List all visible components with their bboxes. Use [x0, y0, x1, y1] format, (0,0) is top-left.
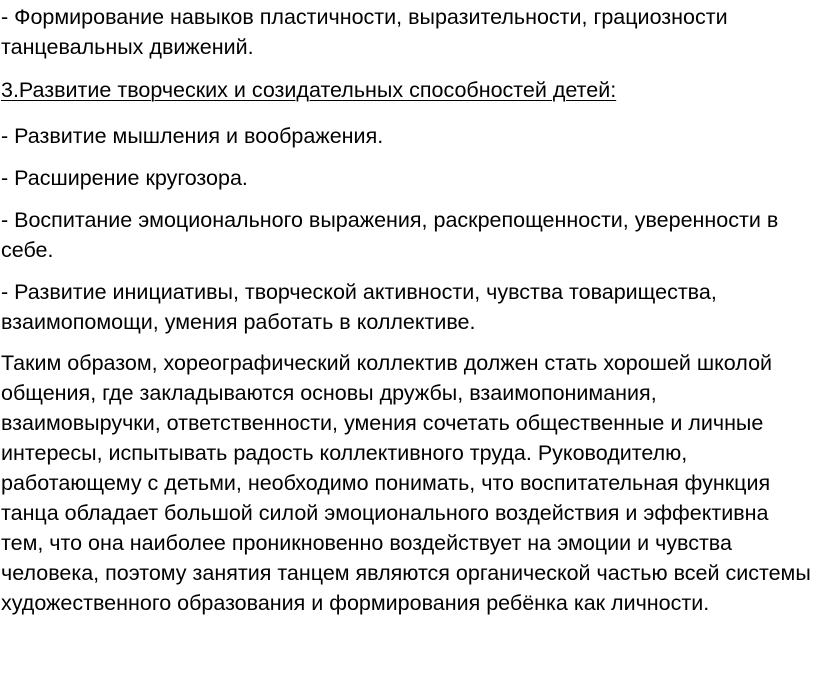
summary-paragraph: Таким образом, хореографический коллектив должен стать хорошей школой общения, где закладываются основы дружбы, взаимопонимания, взаимовыручки, ответственности, умения сочетать общественные и личные интересы, испытывать радость коллективного труда. Руководителю, работающему с детьми, необходимо понимать, что воспитательная функция танца обладает большой силой эмоционального воздействия и эффективна тем, что она наиболее проникновенно воздействует на эмоции и чувства человека, поэтому занятия танцем являются органической частью всей системы художественного образования и формирования ребёнка как личности.: [1, 351, 811, 615]
paragraph-plasticity-skills: - Формирование навыков пластичности, выразительности, грациозности танцевальных движений.: [1, 5, 728, 59]
document-body: [1, 0, 813, 618]
list-item: - Расширение кругозора.: [1, 166, 248, 190]
list-item: - Развитие мышления и воображения.: [1, 124, 384, 148]
section-heading-creative-abilities: 3.Развитие творческих и созидательных способностей детей:: [1, 78, 617, 102]
list-item: - Развитие инициативы, творческой активности, чувства товарищества, взаимопомощи, умения работать в коллективе.: [1, 280, 717, 334]
list-item: - Воспитание эмоционального выражения, раскрепощенности, уверенности в себе.: [1, 208, 779, 262]
